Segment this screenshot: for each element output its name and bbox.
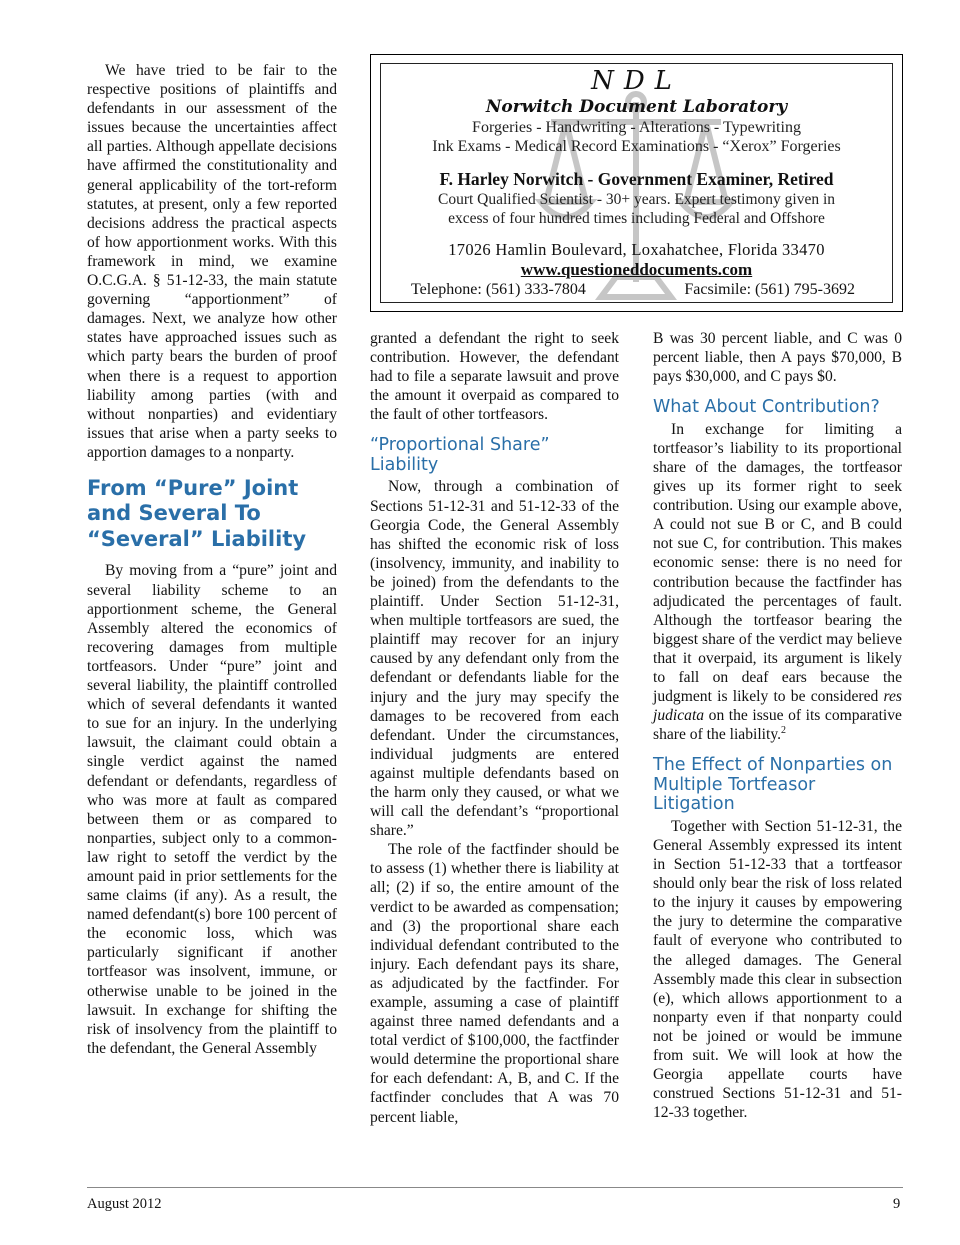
ad-credentials-line-1: Court Qualified Scientist - 30+ years. Expert testimony given in: [437, 191, 836, 208]
section-heading-proportional-share: “Proportional Share” Liability: [370, 435, 550, 475]
italic-term: res judicata: [653, 688, 902, 725]
body-text: In exchange for limiting a tortfeasor’s liability to its proportional share of the damages, the tortfeasor gives up its former right to seek contribution. Using our example above, A could not sue B or C, and B could not sue C, for contribution. This makes economic sense: there is no need for contribution because the factfinder has adjudicated the percentages of fault. Although the tortfeasor bearing the biggest share of the verdict may believe that it overpaid, its argument is likely to fall on deaf ears because the judgment is likely to be considered: [653, 420, 902, 706]
ad-telephone: Telephone: (561) 333-7804: [411, 281, 586, 298]
footer-date: August 2012: [87, 1196, 162, 1212]
section-heading-contribution: What About Contribution?: [653, 397, 880, 418]
page-number: 9: [893, 1196, 901, 1212]
ad-services-line-1: Forgeries - Handwriting - Alterations - Typewriting: [472, 119, 801, 136]
advertisement-box: [370, 54, 903, 312]
body-paragraph: By moving from a “pure” joint and several liability scheme to an apportionment scheme, the General Assembly altered the economics of recovering damages from multiple tortfeasors. Under “pure” joint and several liability, the plaintiff controlled which of several defendants it wanted to sue for an injury. In the underlying lawsuit, the claimant could obtain a single verdict against the named defendant or defendants, regardless of who was more at fault as compared between them or as compared to nonparties, subject only to a common-law right to setoff the verdict by the amount paid in prior settlements for the same claims (if any). As a result, the named defendant(s) bore 100 percent of the economic loss, which was particularly significant if another tortfeasor was insolvent, immune, or otherwise unable to be joined in the lawsuit. In exchange for shifting the risk of insolvency from the plaintiff to the defendant, the General Assembly: [87, 562, 337, 1057]
body-text: on the issue of its comparative share of the liability.: [653, 707, 902, 744]
ad-contact-numbers: [381, 280, 892, 300]
footnote-marker[interactable]: 2: [781, 725, 787, 737]
ad-examiner-name: F. Harley Norwitch - Government Examiner, Retired: [439, 169, 834, 189]
ad-facsimile: Facsimile: (561) 795-3692: [684, 281, 855, 298]
ad-logo-text: NDL: [591, 66, 682, 96]
continued-paragraph: B was 30 percent liable, and C was 0 percent liable, then A pays $70,000, B pays $30,000, and C pays $0.: [653, 330, 902, 386]
column-middle: [370, 329, 619, 1127]
ad-address: 17026 Hamlin Boulevard, Loxahatchee, Florida 33470: [448, 240, 825, 259]
ad-website-link[interactable]: www.questioneddocuments.com: [520, 260, 753, 279]
body-paragraph: The role of the factfinder should be to assess (1) whether there is liability at all; (2) if so, the entire amount of the verdict to be awarded as compensation; and (3) the proportional share each individual defendant contributed to the injury. Each defendant pays its share, as adjudicated by the factfinder. For example, assuming a case of plaintiff against three named defendants and a total verdict of $100,000, the factfinder would determine the proportional share for each defendant: A, B, and C. If the factfinder concludes that A was 70 percent liable,: [370, 841, 619, 1126]
footer-rule: [87, 1187, 903, 1188]
ad-company-name: Norwitch Document Laboratory: [485, 97, 788, 117]
ad-credentials-line-2: excess of four hundred times including Federal and Offshore: [448, 210, 825, 227]
body-paragraph: Together with Section 51-12-31, the General Assembly expressed its intent in Section 51-12-33 that a tortfeasor should only bear the risk of loss related to the injury it causes by empowering the jury to determine the comparative fault of everyone who contributed to the alleged damages. The General Assembly made this clear in subsection (e), which allows apportionment to a nonparty even if that nonparty could not be joined or would be immune from suit. We will look at how the Georgia appellate courts have construed Sections 51-12-31 and 51-12-33 together.: [653, 817, 902, 1122]
column-right: [653, 329, 902, 1122]
ad-services-line-2: Ink Exams - Medical Record Examinations - “Xerox” Forgeries: [432, 138, 841, 155]
continued-paragraph: granted a defendant the right to seek contribution. However, the defendant had to file a separate lawsuit and prove the amount it overpaid as compared to the fault of other tortfeasors.: [370, 330, 619, 424]
intro-paragraph: We have tried to be fair to the respective positions of plaintiffs and defendants in our assessment of the issues because the uncertainties affect all parties. Although appellate decisions have affirmed the constitutionality and general applicability of the tort-reform statutes, at present, only a few reported decisions address the practical aspects of how apportionment works. With this framework in mind, we examine O.C.G.A. § 51-12-33, the main statute governing “apportionment” of damages. Next, we analyze how other states have approached issues such as which party bears the burden of proof when there is a request to apportion liability among parties (with and without nonparties) and evidentiary issues that arise when a party seeks to apportion damages to a nonparty.: [87, 62, 337, 461]
body-paragraph: Now, through a combination of Sections 51-12-31 and 51-12-33 of the Georgia Code, the General Assembly has shifted the economic risk of loss (insolvency, immunity, and inability to be joined) from the defendants to the plaintiff. Under Section 51-12-31, when multiple tortfeasors are sued, the plaintiff may recover for an injury caused by any defendant only from the defendant or defendants liable for the injury and the jury may specify the damages to be recovered from each defendant. Under the circumstances, individual judgments are entered against multiple defendants based on the harm only they caused, or what we will call the defendant’s “proportional share.”: [370, 478, 619, 840]
advertisement-inner-frame: [380, 63, 893, 303]
section-heading-several-liability: From “Pure” Joint and Several To “Several” Liability: [87, 475, 307, 551]
column-left: [87, 61, 337, 1058]
body-paragraph: [653, 420, 902, 745]
section-heading-nonparties: The Effect of Nonparties on Multiple Tortfeasor Litigation: [653, 755, 893, 815]
